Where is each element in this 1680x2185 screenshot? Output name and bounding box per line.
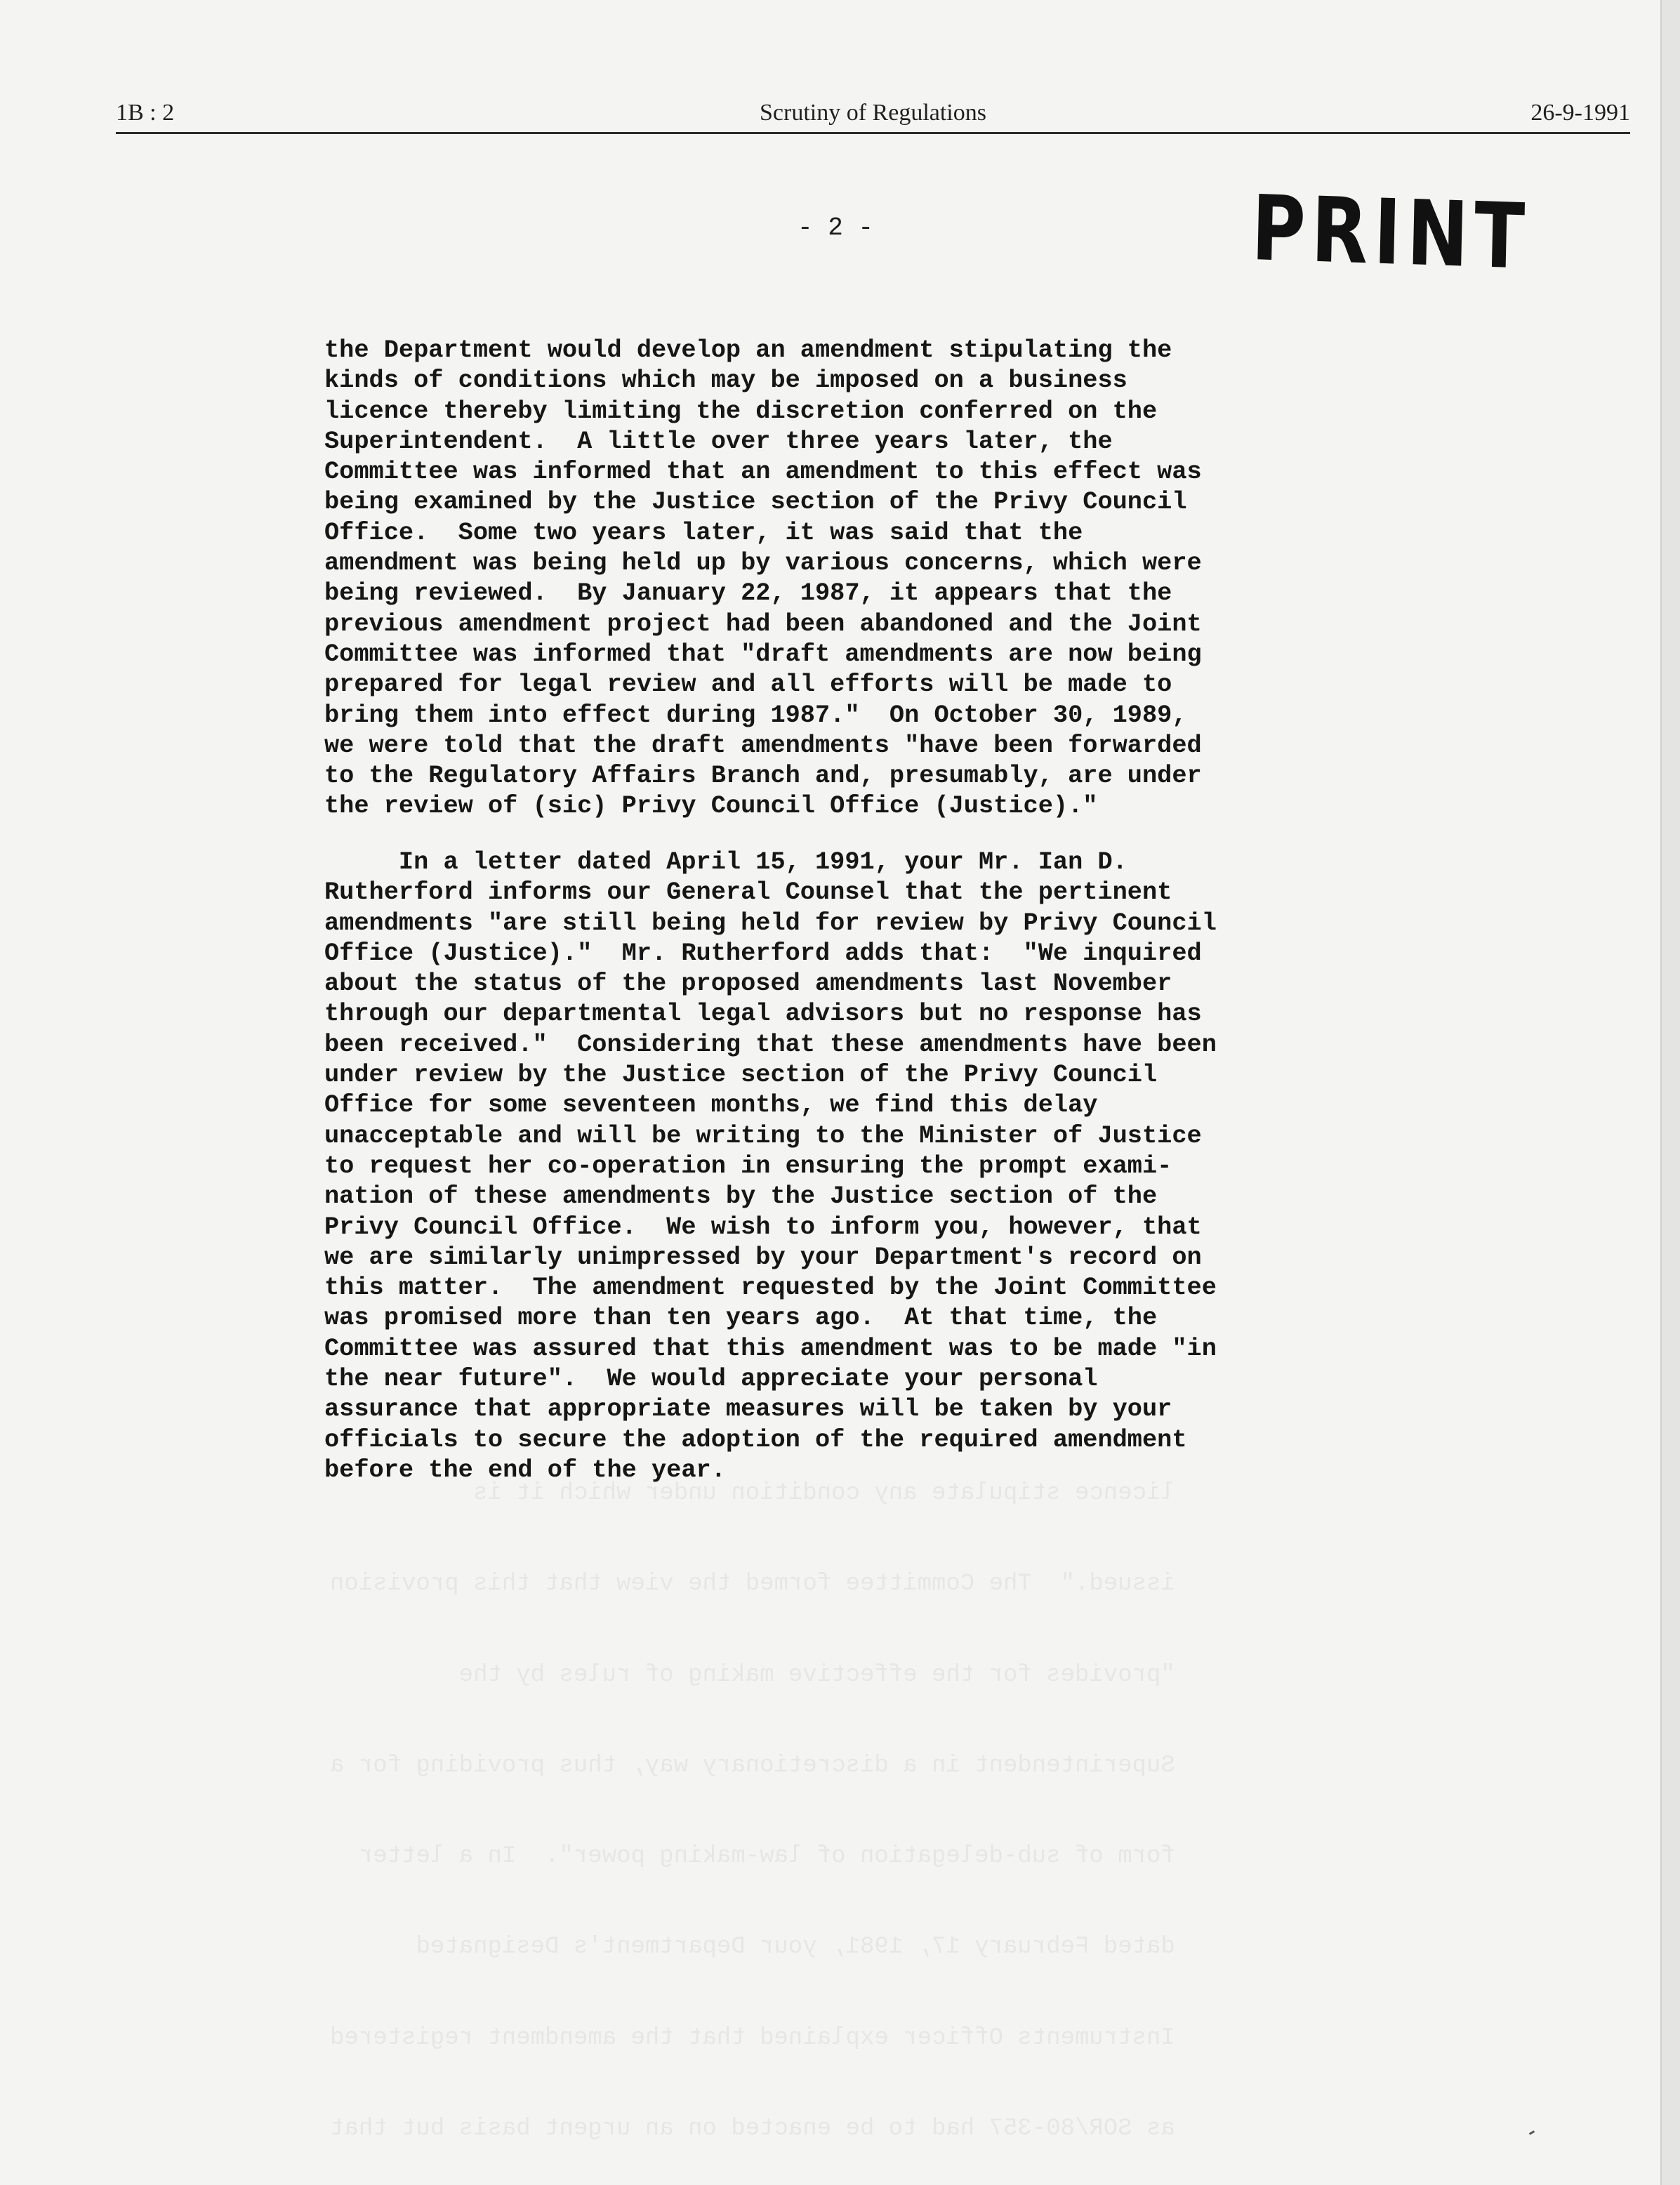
text-line: the near future". We would appreciate your personal <box>324 1365 1098 1394</box>
header-title: Scrutiny of Regulations <box>760 100 986 126</box>
text-line: this matter. The amendment requested by the Joint Committee <box>324 1274 1217 1302</box>
pen-mark <box>1529 2130 1535 2135</box>
header-date: 26-9-1991 <box>1530 100 1630 126</box>
text-line: assurance that appropriate measures will be taken by your <box>324 1395 1172 1424</box>
print-stamp: PRINT <box>1250 176 1532 290</box>
text-line: Privy Council Office. We wish to inform you, however, that <box>324 1213 1202 1241</box>
bleed-line: Instruments Officer explained that the amendment registered <box>330 2024 1175 2052</box>
paragraph-1 <box>324 336 1658 822</box>
text-line: previous amendment project had been abandoned and the Joint <box>324 609 1202 638</box>
text-line: Office (Justice)." Mr. Rutherford adds that: "We inquired <box>324 939 1202 968</box>
text-line: Superintendent. A little over three years later, the <box>324 427 1113 456</box>
header-section-ref: 1B : 2 <box>116 100 175 126</box>
text-line: amendments "are still being held for review by Privy Council <box>324 909 1217 937</box>
text-line: officials to secure the adoption of the required amendment <box>324 1425 1187 1454</box>
text-line: under review by the Justice section of the Privy Council <box>324 1061 1158 1090</box>
bleed-line: form of sub-delegation of law-making power". In a letter <box>358 1843 1175 1870</box>
bleed-line: licence stipulate any condition under which it is <box>473 1480 1175 1507</box>
text-line: In a letter dated April 15, 1991, your Mr. Ian D. <box>324 848 1127 876</box>
text-line: Office for some seventeen months, we find this delay <box>324 1091 1098 1120</box>
text-line: being examined by the Justice section of the Privy Council <box>324 488 1187 517</box>
bleed-line: "provides for the effective making of rules by the <box>458 1661 1175 1689</box>
text-line: prepared for legal review and all efforts will be made to <box>324 671 1172 699</box>
text-line: Rutherford informs our General Counsel that the pertinent <box>324 878 1172 907</box>
text-line: before the end of the year. <box>324 1455 726 1484</box>
bleed-line: Superintendent in a discretionary way, thus providing for a <box>330 1752 1175 1779</box>
text-line: we were told that the draft amendments "have been forwarded <box>324 731 1202 760</box>
page-header <box>116 90 1630 134</box>
text-line: kinds of conditions which may be imposed on a business <box>324 367 1127 395</box>
text-line: the review of (sic) Privy Council Office (Justice)." <box>324 792 1098 821</box>
text-line: Committee was informed that an amendment to this effect was <box>324 458 1202 487</box>
text-line: bring them into effect during 1987." On October 30, 1989, <box>324 701 1187 730</box>
text-line: Committee was informed that "draft amendments are now being <box>324 640 1202 668</box>
text-line: we are similarly unimpressed by your Department's record on <box>324 1243 1202 1272</box>
text-line: nation of these amendments by the Justice section of the <box>324 1182 1158 1211</box>
paragraph-2 <box>324 847 1658 1486</box>
text-line: to the Regulatory Affairs Branch and, presumably, are under <box>324 762 1202 791</box>
bleed-line: issued." The Committee formed the view that this provision <box>330 1571 1175 1598</box>
text-line: Office. Some two years later, it was said that the <box>324 518 1083 547</box>
text-line: amendment was being held up by various concerns, which were <box>324 549 1202 578</box>
text-line: to request her co-operation in ensuring the prompt exami- <box>324 1151 1172 1180</box>
text-line: unacceptable and will be writing to the Minister of Justice <box>324 1121 1202 1150</box>
bleed-line: as SOR/80-357 had to be enacted on an urgent basis but that <box>330 2115 1175 2143</box>
text-line: Committee was assured that this amendment was to be made "in <box>324 1334 1217 1363</box>
page-edge <box>1660 0 1680 2185</box>
bleed-through-text <box>330 1418 1175 2185</box>
text-line: about the status of the proposed amendments last November <box>324 970 1172 998</box>
text-line: been received." Considering that these amendments have been <box>324 1030 1217 1059</box>
bleed-line: dated February 17, 1981, your Department's Designated <box>416 1934 1175 1961</box>
text-line: licence thereby limiting the discretion conferred on the <box>324 397 1158 425</box>
text-line: through our departmental legal advisors but no response has <box>324 1000 1202 1029</box>
text-line: being reviewed. By January 22, 1987, it appears that the <box>324 579 1172 608</box>
text-line: was promised more than ten years ago. At that time, the <box>324 1304 1158 1333</box>
page-number: - 2 - <box>797 213 874 242</box>
text-line: the Department would develop an amendment stipulating the <box>324 336 1172 364</box>
